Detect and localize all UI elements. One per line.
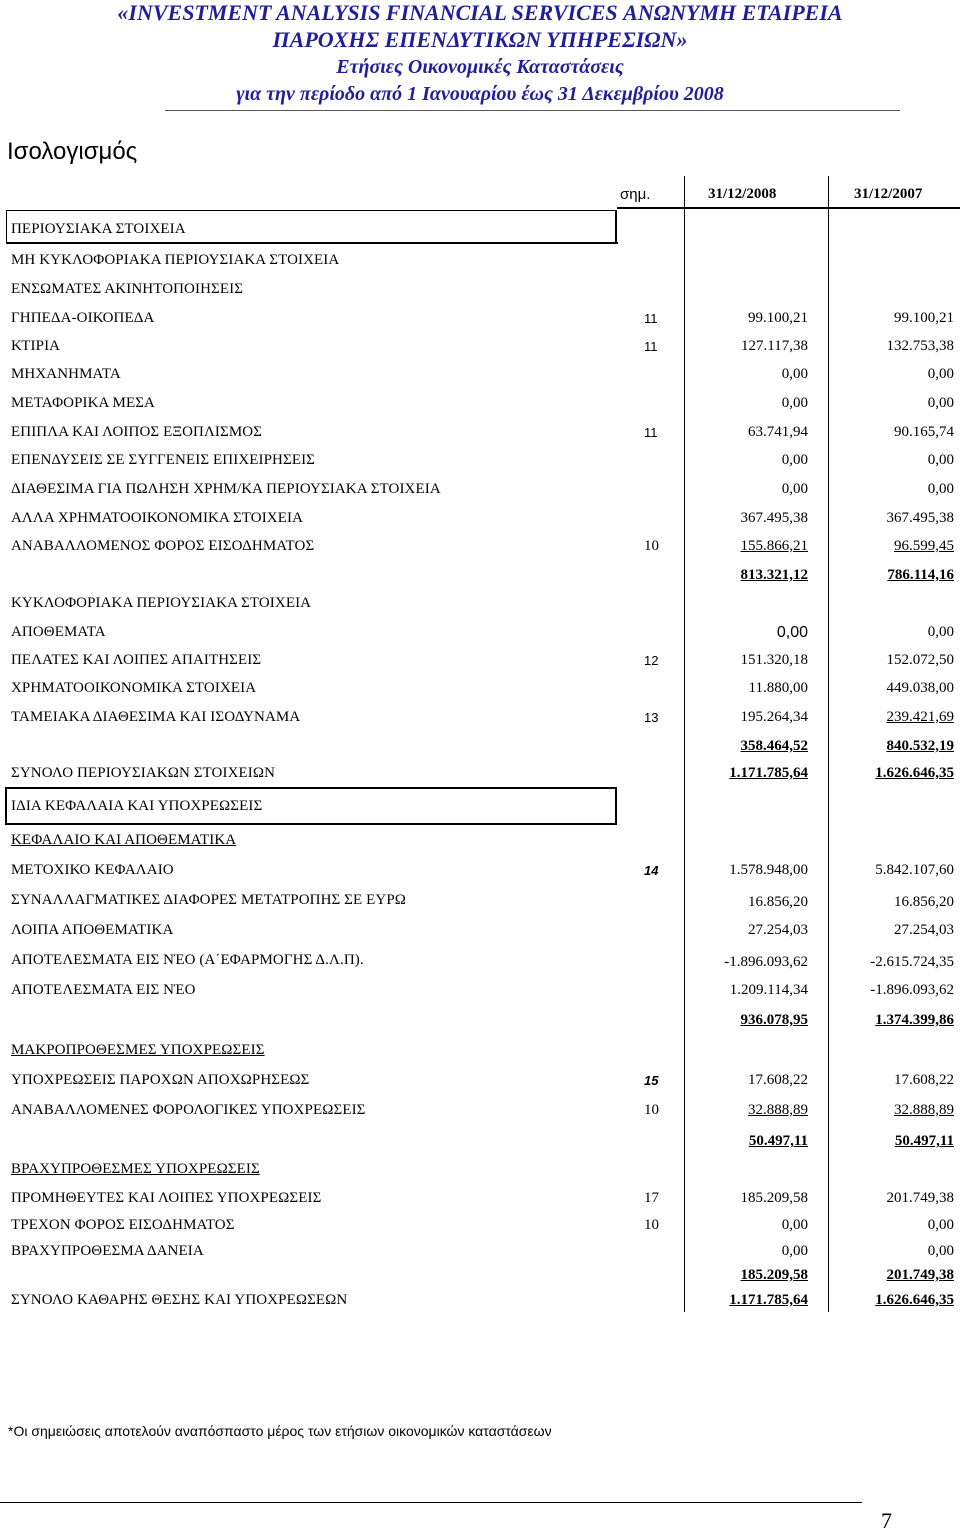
total-2007: 1.626.646,35 xyxy=(875,1292,954,1308)
value-2008: 0,00 xyxy=(781,366,808,382)
subtotal-2007: 840.532,19 xyxy=(886,738,954,754)
subtotal-2007: 50.497,11 xyxy=(894,1133,954,1149)
section-heading-row xyxy=(0,1161,960,1183)
company-name-line1: «INVESTMENT ANALYSIS FINANCIAL SERVICES ΑΝΩΝΥΜΗ ΕΤΑΙΡΕΙΑ xyxy=(117,0,843,25)
value-2007: 5.842.107,60 xyxy=(875,862,954,878)
row-label: ΙΔΙΑ ΚΕΦΑΛΑΙΑ ΚΑΙ ΥΠΟΧΡΕΩΣΕΙΣ xyxy=(11,798,263,814)
value-2007: 17.608,22 xyxy=(894,1072,954,1088)
table-row xyxy=(0,252,960,274)
row-note: 10 xyxy=(644,1102,659,1118)
value-2007: -2.615.724,35 xyxy=(870,954,954,970)
total-row xyxy=(0,1292,960,1314)
table-row xyxy=(0,952,960,974)
column-2008-header: 31/12/2008 xyxy=(708,186,777,202)
row-label: ΑΛΛΑ ΧΡΗΜΑΤΟΟΙΚΟΝΟΜΙΚΑ ΣΤΟΙΧΕΙΑ xyxy=(11,510,304,526)
footer-divider xyxy=(0,1502,862,1503)
table-row xyxy=(0,338,960,360)
value-2007: 0,00 xyxy=(927,481,954,497)
table-row xyxy=(0,922,960,944)
value-2007: 32.888,89 xyxy=(894,1102,954,1118)
subtotal-row xyxy=(0,1012,960,1034)
row-note: 12 xyxy=(644,653,659,668)
row-label: ΑΝΑΒΑΛΛΟΜΕΝΕΣ ΦΟΡΟΛΟΓΙΚΕΣ ΥΠΟΧΡΕΩΣΕΙΣ xyxy=(11,1102,366,1118)
row-label: ΣΥΝΑΛΛΑΓΜΑΤΙΚΕΣ ΔΙΑΦΟΡΕΣ ΜΕΤΑΤΡΟΠΗΣ ΣΕ ΕΥΡΩ xyxy=(11,892,407,908)
value-2008: 0,00 xyxy=(781,395,808,411)
column-2007-header: 31/12/2007 xyxy=(854,186,923,202)
row-note: 15 xyxy=(644,1073,659,1088)
row-label: ΑΠΟΘΕΜΑΤΑ xyxy=(11,624,106,640)
row-note: 11 xyxy=(644,425,658,440)
report-title: Ετήσιες Οικονομικές Καταστάσεις xyxy=(336,56,624,78)
value-2008: 99.100,21 xyxy=(748,310,808,326)
row-note: 10 xyxy=(644,538,659,554)
subtotal-2008: 358.464,52 xyxy=(740,738,808,754)
row-label: ΔΙΑΘΕΣΙΜΑ ΓΙΑ ΠΩΛΗΣΗ ΧΡΗΜ/ΚΑ ΠΕΡΙΟΥΣΙΑΚΑ ΣΤΟΙΧΕΙΑ xyxy=(11,481,441,497)
row-label: ΤΑΜΕΙΑΚΑ ΔΙΑΘΕΣΙΜΑ ΚΑΙ ΙΣΟΔΥΝΑΜΑ xyxy=(11,709,301,725)
row-label: ΒΡΑΧΥΠΡΟΘΕΣΜΑ ΔΑΝΕΙΑ xyxy=(11,1243,204,1259)
table-row xyxy=(0,1072,960,1094)
table-row xyxy=(0,221,960,243)
value-2007: 239.421,69 xyxy=(886,709,954,725)
row-label: ΜΗ ΚΥΚΛΟΦΟΡΙΑΚΑ ΠΕΡΙΟΥΣΙΑΚΑ ΣΤΟΙΧΕΙΑ xyxy=(11,252,340,268)
row-label: ΜΗΧΑΝΗΜΑΤΑ xyxy=(11,366,121,382)
subtotal-row xyxy=(0,1133,960,1155)
row-label: ΚΤΙΡΙΑ xyxy=(11,338,61,354)
value-2008: 1.209.114,34 xyxy=(729,982,808,998)
value-2008: 32.888,89 xyxy=(748,1102,808,1118)
row-label: ΛΟΙΠΑ ΑΠΟΘΕΜΑΤΙΚΑ xyxy=(11,922,174,938)
value-2008: 0,00 xyxy=(781,1217,808,1233)
subtotal-2008: 936.078,95 xyxy=(740,1012,808,1028)
table-row xyxy=(0,1190,960,1212)
table-row xyxy=(0,481,960,503)
value-2008: 1.578.948,00 xyxy=(729,862,808,878)
company-name-line2: ΠΑΡΟΧΗΣ ΕΠΕΝΔΥΤΙΚΩΝ ΥΠΗΡΕΣΙΩΝ» xyxy=(272,27,688,52)
row-label: ΓΗΠΕΔΑ-ΟΙΚΟΠΕΔΑ xyxy=(11,310,155,326)
row-label: ΠΡΟΜΗΘΕΥΤΕΣ ΚΑΙ ΛΟΙΠΕΣ ΥΠΟΧΡΕΩΣΕΙΣ xyxy=(11,1190,322,1206)
value-2007: 367.495,38 xyxy=(886,510,954,526)
value-2008: 127.117,38 xyxy=(741,338,808,354)
value-2008: 155.866,21 xyxy=(740,538,808,554)
row-label: ΜΑΚΡΟΠΡΟΘΕΣΜΕΣ ΥΠΟΧΡΕΩΣΕΙΣ xyxy=(11,1042,265,1058)
subtotal-row xyxy=(0,1267,960,1289)
row-note: 10 xyxy=(644,1217,659,1233)
row-label: ΒΡΑΧΥΠΡΟΘΕΣΜΕΣ ΥΠΟΧΡΕΩΣΕΙΣ xyxy=(11,1161,260,1177)
value-2008: 0,00 xyxy=(781,481,808,497)
row-label: ΑΠΟΤΕΛΕΣΜΑΤΑ ΕΙΣ ΝΈΟ xyxy=(11,982,196,998)
row-note: 11 xyxy=(644,339,658,354)
table-row xyxy=(0,1102,960,1124)
value-2007: 16.856,20 xyxy=(894,894,954,910)
row-label: ΚΥΚΛΟΦΟΡΙΑΚΑ ΠΕΡΙΟΥΣΙΑΚΑ ΣΤΟΙΧΕΙΑ xyxy=(11,595,312,611)
table-row xyxy=(0,862,960,884)
header-divider xyxy=(165,110,900,111)
value-2007: 0,00 xyxy=(927,1217,954,1233)
table-row xyxy=(0,624,960,646)
note-column-header: σημ. xyxy=(620,186,651,203)
total-2008: 1.171.785,64 xyxy=(729,765,808,781)
value-2008: 367.495,38 xyxy=(740,510,808,526)
table-row xyxy=(0,538,960,560)
value-2007: 0,00 xyxy=(927,452,954,468)
value-2008: 185.209,58 xyxy=(740,1190,808,1206)
row-label: ΥΠΟΧΡΕΩΣΕΙΣ ΠΑΡΟΧΩΝ ΑΠΟΧΩΡΗΣΕΩΣ xyxy=(11,1072,310,1088)
row-note: 11 xyxy=(644,311,658,326)
row-label: ΕΠΕΝΔΥΣΕΙΣ ΣΕ ΣΥΓΓΕΝΕΙΣ ΕΠΙΧΕΙΡΗΣΕΙΣ xyxy=(11,452,316,468)
subtotal-2008: 50.497,11 xyxy=(748,1133,808,1149)
row-label: ΚΕΦΑΛΑΙΟ ΚΑΙ ΑΠΟΘΕΜΑΤΙΚΑ xyxy=(11,832,237,848)
section-heading-row xyxy=(0,832,960,854)
total-2008: 1.171.785,64 xyxy=(729,1292,808,1308)
row-label: ΣΥΝΟΛΟ ΚΑΘΑΡΗΣ ΘΕΣΗΣ ΚΑΙ ΥΠΟΧΡΕΩΣΕΩΝ xyxy=(11,1292,348,1308)
value-2007: 0,00 xyxy=(927,1243,954,1259)
table-row xyxy=(0,680,960,702)
row-label: ΕΠΙΠΛΑ ΚΑΙ ΛΟΙΠΟΣ ΕΞΟΠΛΙΣΜΟΣ xyxy=(11,424,263,440)
page-title: Ισολογισμός xyxy=(7,138,138,165)
table-row xyxy=(0,1243,960,1265)
subtotal-row xyxy=(0,567,960,589)
table-row xyxy=(0,281,960,303)
row-label: ΜΕΤΟΧΙΚΟ ΚΕΦΑΛΑΙΟ xyxy=(11,862,174,878)
row-note: 17 xyxy=(644,1190,659,1206)
value-2007: 132.753,38 xyxy=(886,338,954,354)
value-2007: 449.038,00 xyxy=(886,680,954,696)
table-row xyxy=(0,395,960,417)
value-2007: 27.254,03 xyxy=(894,922,954,938)
table-row xyxy=(0,310,960,332)
row-label: ΧΡΗΜΑΤΟΟΙΚΟΝΟΜΙΚΑ ΣΤΟΙΧΕΙΑ xyxy=(11,680,257,696)
row-label: ΠΕΡΙΟΥΣΙΑΚΑ ΣΤΟΙΧΕΙΑ xyxy=(11,221,186,237)
table-row xyxy=(0,452,960,474)
value-2008: 11.880,00 xyxy=(748,680,808,696)
value-2008: 27.254,03 xyxy=(748,922,808,938)
value-2007: 99.100,21 xyxy=(894,310,954,326)
value-2007: 0,00 xyxy=(927,624,954,640)
row-label: ΠΕΛΑΤΕΣ ΚΑΙ ΛΟΙΠΕΣ ΑΠΑΙΤΗΣΕΙΣ xyxy=(11,652,262,668)
table-row xyxy=(0,1217,960,1239)
subtotal-2008: 813.321,12 xyxy=(740,567,808,583)
value-2008: 0,00 xyxy=(781,452,808,468)
row-label: ΤΡΕΧΟΝ ΦΟΡΟΣ ΕΙΣΟΔΗΜΑΤΟΣ xyxy=(11,1217,235,1233)
subtotal-2007: 201.749,38 xyxy=(886,1267,954,1283)
value-2008: 63.741,94 xyxy=(748,424,808,440)
table-row xyxy=(0,652,960,674)
row-label: ΕΝΣΩΜΑΤΕΣ ΑΚΙΝΗΤΟΠΟΙΗΣΕΙΣ xyxy=(11,281,244,297)
row-label: ΑΠΟΤΕΛΕΣΜΑΤΑ ΕΙΣ ΝΈΟ (Α΄ΕΦΑΡΜΟΓΗΣ Δ.Λ.Π). xyxy=(11,952,364,968)
page-number: 7 xyxy=(881,1508,892,1533)
value-2007: 201.749,38 xyxy=(886,1190,954,1206)
report-period: για την περίοδο από 1 Ιανουαρίου έως 31 Δεκεμβρίου 2008 xyxy=(236,83,724,105)
subtotal-2007: 786.114,16 xyxy=(887,567,954,583)
table-row xyxy=(0,709,960,731)
value-2007: 152.072,50 xyxy=(886,652,954,668)
section-heading-row xyxy=(0,798,960,820)
row-note: 13 xyxy=(644,710,659,725)
subtotal-2008: 185.209,58 xyxy=(740,1267,808,1283)
value-2007: 96.599,45 xyxy=(894,538,954,554)
table-row xyxy=(0,366,960,388)
table-row xyxy=(0,510,960,532)
value-2007: 0,00 xyxy=(927,395,954,411)
table-row xyxy=(0,892,960,914)
value-2007: 90.165,74 xyxy=(894,424,954,440)
section-heading-row xyxy=(0,595,960,617)
table-row xyxy=(0,982,960,1004)
table-row xyxy=(0,424,960,446)
footnote: *Οι σημειώσεις αποτελούν αναπόσπαστο μέρος των ετήσιων οικονομικών καταστάσεων xyxy=(8,1423,552,1439)
value-2007: 0,00 xyxy=(927,366,954,382)
value-2008: 0,00 xyxy=(776,624,808,641)
value-2008: 17.608,22 xyxy=(748,1072,808,1088)
value-2008: -1.896.093,62 xyxy=(724,954,808,970)
row-label: ΑΝΑΒΑΛΛΟΜΕΝΟΣ ΦΟΡΟΣ ΕΙΣΟΔΗΜΑΤΟΣ xyxy=(11,538,315,554)
value-2008: 16.856,20 xyxy=(748,894,808,910)
value-2008: 195.264,34 xyxy=(740,709,808,725)
total-2007: 1.626.646,35 xyxy=(875,765,954,781)
header-underline xyxy=(617,207,960,209)
value-2008: 0,00 xyxy=(781,1243,808,1259)
row-note: 14 xyxy=(644,863,659,878)
row-label: ΣΥΝΟΛΟ ΠΕΡΙΟΥΣΙΑΚΩΝ ΣΤΟΙΧΕΙΩΝ xyxy=(11,765,276,781)
section-heading-row xyxy=(0,1042,960,1064)
row-label: ΜΕΤΑΦΟΡΙΚΑ ΜΕΣΑ xyxy=(11,395,155,411)
subtotal-2007: 1.374.399,86 xyxy=(875,1012,954,1028)
value-2007: -1.896.093,62 xyxy=(870,982,954,998)
subtotal-row xyxy=(0,738,960,760)
total-row xyxy=(0,765,960,787)
value-2008: 151.320,18 xyxy=(740,652,808,668)
